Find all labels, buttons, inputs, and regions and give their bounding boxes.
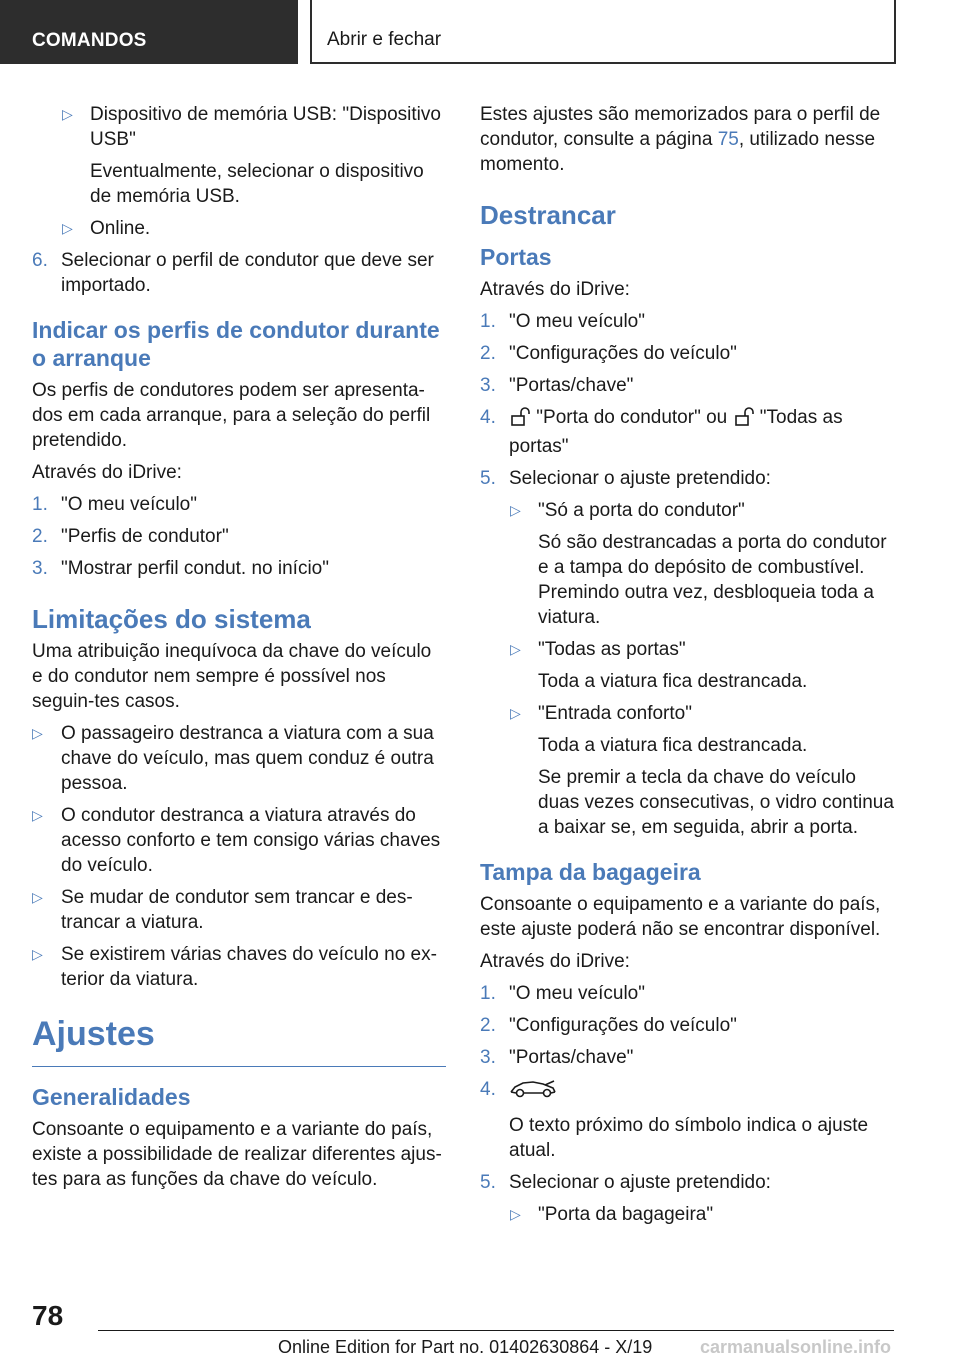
paragraph: Através do iDrive: bbox=[480, 279, 630, 300]
paragraph: Consoante o equipamento e a variante do país, este ajuste poderá não se encontrar disponível. bbox=[480, 894, 881, 940]
list-item: 2. "Configurações do veículo" bbox=[480, 1015, 737, 1036]
heading-perfis: Indicar os perfis de condutor durante o arranque bbox=[32, 317, 440, 371]
list-item-detail: O texto próximo do símbolo indica o ajuste atual. bbox=[509, 1115, 869, 1161]
paragraph: Os perfis de condutores podem ser apresenta-dos em cada arranque, para a seleção do perfil pretendido. bbox=[32, 380, 431, 451]
list-item: 1. "O meu veículo" bbox=[32, 494, 197, 515]
paragraph: Uma atribuição inequívoca da chave do veículo e do condutor nem sempre é possível nos seguin-tes casos. bbox=[32, 641, 432, 712]
heading-generalidades: Generalidades bbox=[32, 1084, 191, 1110]
watermark: carmanualsonline.info bbox=[700, 1337, 892, 1357]
section-title: COMANDOS bbox=[32, 30, 147, 51]
unlock-icon bbox=[733, 407, 755, 434]
list-item: 2. "Configurações do veículo" bbox=[480, 343, 737, 364]
chapter-tab bbox=[310, 0, 896, 64]
option-item: ▷ "Entrada conforto" bbox=[510, 703, 692, 724]
list-item: 4. bbox=[480, 1077, 896, 1106]
list-item: 2. "Perfis de condutor" bbox=[32, 526, 229, 547]
step-6: 6. Selecionar o perfil de condutor que deve ser importado. bbox=[32, 250, 434, 296]
heading-portas: Portas bbox=[480, 244, 552, 270]
heading-limitacoes: Limitações do sistema bbox=[32, 604, 311, 634]
footer-divider bbox=[98, 1330, 894, 1331]
car-trunk-icon bbox=[509, 1077, 557, 1106]
list-item: 5. Selecionar o ajuste pretendido: bbox=[480, 468, 771, 489]
list-item: ▷ Dispositivo de memória USB: "Dispositivo USB" bbox=[62, 104, 441, 150]
option-item: ▷ "Todas as portas" bbox=[510, 639, 686, 660]
triangle-bullet-icon: ▷ bbox=[510, 705, 521, 721]
page-link[interactable]: 75 bbox=[717, 129, 739, 150]
option-detail: Toda a viatura fica destrancada. bbox=[538, 735, 808, 756]
heading-ajustes: Ajustes bbox=[32, 1015, 155, 1053]
chapter-title: Abrir e fechar bbox=[327, 29, 442, 50]
triangle-bullet-icon: ▷ bbox=[62, 106, 73, 122]
option-detail: Toda a viatura fica destrancada. bbox=[538, 671, 808, 692]
section-tab bbox=[0, 0, 298, 64]
list-item: 5. Selecionar o ajuste pretendido: bbox=[480, 1172, 771, 1193]
list-item: ▷ Se mudar de condutor sem trancar e des-trancar a viatura. bbox=[32, 887, 413, 933]
triangle-bullet-icon: ▷ bbox=[510, 641, 521, 657]
paragraph: Estes ajustes são memorizados para o perfil de condutor, consulte a página 75, utilizado nesse momento. bbox=[480, 104, 881, 175]
option-detail: Se premir a tecla da chave do veículo duas vezes consecutivas, o vidro continua a baixar se, em seguida, abrir a porta. bbox=[538, 767, 894, 838]
page-number: 78 bbox=[32, 1300, 64, 1331]
paragraph: Através do iDrive: bbox=[480, 951, 630, 972]
option-item: ▷ "Porta da bagageira" bbox=[510, 1204, 714, 1225]
list-item: 3. "Portas/chave" bbox=[480, 375, 634, 396]
list-item: ▷ O condutor destranca a viatura através do acesso conforto e tem consigo várias chaves do veículo. bbox=[32, 805, 441, 876]
triangle-bullet-icon: ▷ bbox=[510, 1206, 521, 1222]
list-item-detail: Eventualmente, selecionar o dispositivo de memória USB. bbox=[90, 161, 424, 207]
paragraph: Através do iDrive: bbox=[32, 462, 182, 483]
list-item: 4. "Porta do condutor" ou "Todas as portas" bbox=[480, 407, 843, 457]
triangle-bullet-icon: ▷ bbox=[32, 725, 43, 741]
list-item: 1. "O meu veículo" bbox=[480, 983, 645, 1004]
triangle-bullet-icon: ▷ bbox=[32, 946, 43, 962]
list-item: 1. "O meu veículo" bbox=[480, 311, 645, 332]
triangle-bullet-icon: ▷ bbox=[32, 889, 43, 905]
list-item: 3. "Portas/chave" bbox=[480, 1047, 634, 1068]
triangle-bullet-icon: ▷ bbox=[510, 502, 521, 518]
right-column bbox=[480, 102, 896, 1234]
heading-destrancar: Destrancar bbox=[480, 200, 616, 230]
heading-tampa: Tampa da bagageira bbox=[480, 859, 701, 885]
list-item: 3. "Mostrar perfil condut. no início" bbox=[32, 558, 329, 579]
paragraph: Consoante o equipamento e a variante do país, existe a possibilidade de realizar diferentes ajus-tes para as funções da chave do veículo. bbox=[32, 1119, 442, 1190]
triangle-bullet-icon: ▷ bbox=[62, 220, 73, 236]
option-detail: Só são destrancadas a porta do condutor e a tampa do depósito de combustível. Premindo outra vez, desbloqueia toda a viatura. bbox=[538, 532, 887, 628]
unlock-icon bbox=[509, 407, 531, 434]
edition-note: Online Edition for Part no. 01402630864 - X/19 bbox=[278, 1337, 653, 1357]
option-item: ▷ "Só a porta do condutor" bbox=[510, 500, 745, 521]
triangle-bullet-icon: ▷ bbox=[32, 807, 43, 823]
list-item: ▷ Online. bbox=[62, 218, 151, 239]
list-item: ▷ O passageiro destranca a viatura com a sua chave do veículo, mas quem conduz é outra pessoa. bbox=[32, 723, 434, 794]
list-item: ▷ Se existirem várias chaves do veículo no ex-terior da viatura. bbox=[32, 944, 437, 990]
left-column bbox=[32, 102, 446, 1199]
section-divider bbox=[32, 1066, 446, 1067]
